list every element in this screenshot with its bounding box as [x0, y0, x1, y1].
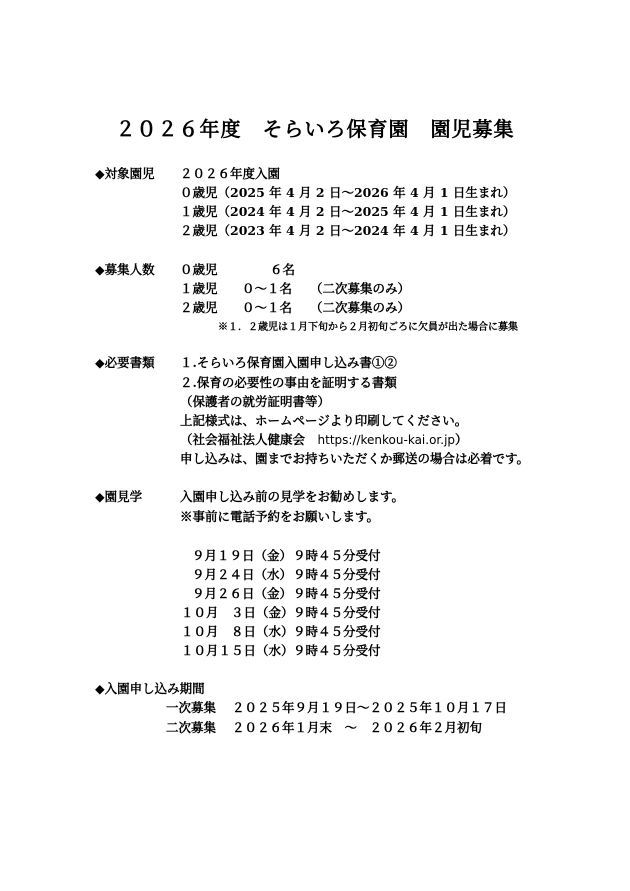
- org-line: [180, 432, 468, 448]
- capacity-age: １歳児: [180, 281, 218, 296]
- visit-date: １０月 ３日（金）: [181, 605, 294, 620]
- org-prefix: （社会福祉法人健康会: [180, 432, 318, 447]
- visit-date: １０月１５日（水）: [181, 643, 294, 658]
- target-heading: ◆対象園児: [95, 166, 155, 181]
- capacity-age: ２歳児: [180, 300, 218, 315]
- period-label: 一次募集: [166, 700, 217, 715]
- documents-line: １.そらいろ保育園入園申し込み書①②: [180, 355, 397, 370]
- visit-time: ９時４５分受付: [293, 643, 381, 658]
- visit-date: ９月１９日（金）: [192, 548, 293, 563]
- capacity-count: ６名: [270, 262, 296, 277]
- capacity-heading: ◆募集人数: [95, 262, 155, 277]
- capacity-note: （二次募集のみ）: [310, 300, 411, 315]
- visit-line: ※事前に電話予約をお願いします。: [180, 509, 380, 524]
- target-line: ０歳児（2025 年 4 月 2 日〜2026 年 4 月 1 日生まれ）: [180, 185, 516, 200]
- submit-note: 申し込みは、園までお持ちいただくか郵送の場合は必着です。: [180, 451, 530, 466]
- period-range: ２０２５年９月１９日〜２０２５年１０月１７日: [232, 700, 508, 715]
- visit-date: ９月２６日（金）: [192, 586, 293, 601]
- target-line: ２歳児（2023 年 4 月 2 日〜2024 年 4 月 1 日生まれ）: [180, 223, 516, 238]
- visit-time: ９時４５分受付: [293, 605, 381, 620]
- target-line: ２０２６年度入園: [180, 166, 281, 181]
- visit-line: 入園申し込み前の見学をお勧めします。: [180, 489, 405, 504]
- documents-line: （保護者の就労証明書等）: [180, 394, 331, 409]
- visit-time: ９時４５分受付: [293, 567, 381, 582]
- visit-time: ９時４５分受付: [293, 548, 381, 563]
- org-url-link[interactable]: https://kenkou-kai.or.jp: [317, 433, 456, 447]
- capacity-age: ０歳児: [180, 262, 218, 277]
- page-title: ２０２６年度 そらいろ保育園 園児募集: [115, 117, 515, 141]
- documents-line: 上記様式は、ホームページより印刷してください。: [180, 413, 468, 428]
- visit-date: ９月２４日（水）: [192, 567, 293, 582]
- period-heading: ◆入園申し込み期間: [95, 681, 205, 696]
- visit-date: １０月 ８日（水）: [181, 624, 294, 639]
- org-suffix: ）: [455, 432, 468, 447]
- capacity-note: （二次募集のみ）: [310, 281, 411, 296]
- visit-time: ９時４５分受付: [293, 586, 381, 601]
- visit-time: ９時４５分受付: [293, 624, 381, 639]
- visit-heading: ◆園見学: [95, 489, 143, 504]
- period-label: 二次募集: [166, 720, 217, 735]
- target-line: １歳児（2024 年 4 月 2 日〜2025 年 4 月 1 日生まれ）: [180, 204, 516, 219]
- capacity-count: ０〜１名: [242, 300, 293, 315]
- documents-line: ２.保育の必要性の事由を証明する書類: [180, 375, 397, 390]
- capacity-count: ０〜１名: [242, 281, 293, 296]
- documents-heading: ◆必要書類: [95, 355, 155, 370]
- capacity-footnote: ※１．２歳児は１月下旬から２月初旬ごろに欠員が出た場合に募集: [218, 322, 518, 333]
- period-range: ２０２６年１月末 〜 ２０２６年２月初旬: [232, 720, 483, 735]
